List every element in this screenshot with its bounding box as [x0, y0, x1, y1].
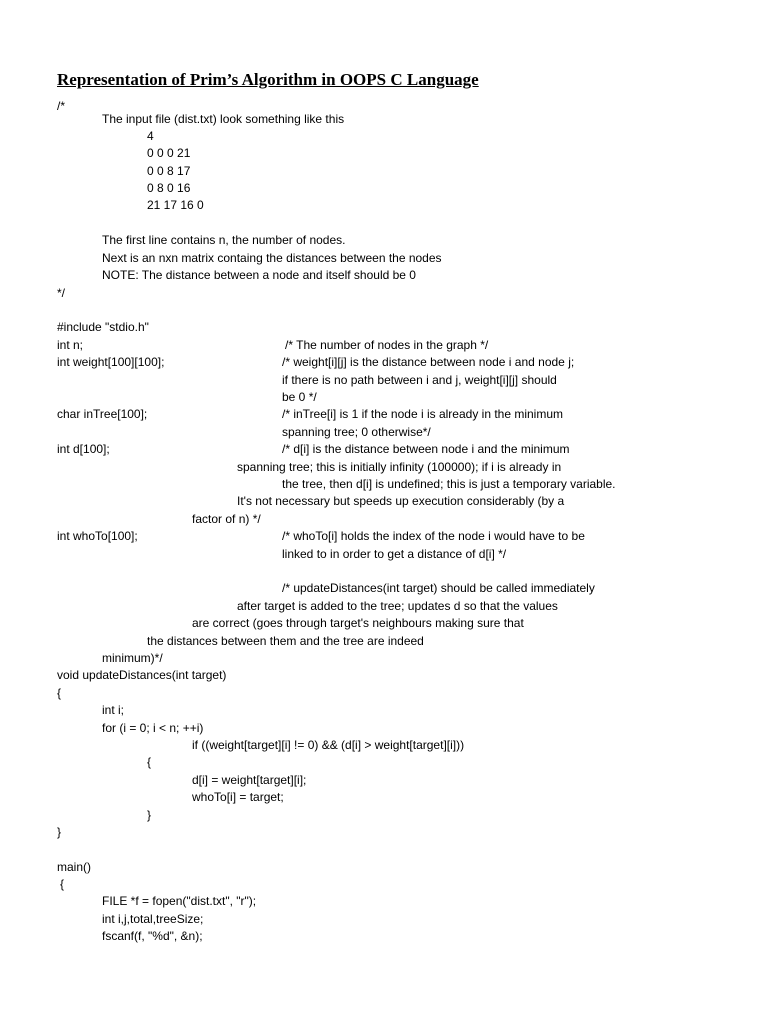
code-line: void updateDistances(int target)	[57, 668, 227, 682]
code-line: int n;	[57, 338, 84, 352]
code-line: 21 17 16 0	[147, 198, 204, 212]
code-line: main()	[57, 860, 92, 874]
code-line: /* updateDistances(int target) should be called immediately	[282, 581, 595, 595]
code-line: for (i = 0; i < n; ++i)	[102, 721, 204, 735]
code-line: spanning tree; 0 otherwise*/	[282, 425, 431, 439]
code-line: 0 0 8 17	[147, 164, 191, 178]
code-line: the tree, then d[i] is undefined; this is just a temporary variable.	[282, 477, 616, 491]
code-line: int d[100];	[57, 442, 110, 456]
code-line: int i;	[102, 703, 125, 717]
code-line: The first line contains n, the number of nodes.	[102, 233, 346, 247]
code-line: factor of n) */	[192, 512, 261, 526]
code-line: are correct (goes through target's neighbours making sure that	[192, 616, 524, 630]
code-line: 0 0 0 21	[147, 146, 191, 160]
code-line: char inTree[100];	[57, 407, 148, 421]
code-line: minimum)*/	[102, 651, 163, 665]
code-line: /* The number of nodes in the graph */	[285, 338, 489, 352]
code-line: #include "stdio.h"	[57, 320, 149, 334]
code-line: }	[147, 808, 152, 822]
code-line: /*	[57, 99, 66, 113]
code-line: 0 8 0 16	[147, 181, 191, 195]
code-line: spanning tree; this is initially infinity (100000); if i is already in	[237, 460, 562, 474]
code-line: FILE *f = fopen("dist.txt", "r");	[102, 894, 257, 908]
code-line: {	[57, 686, 62, 700]
code-line: The input file (dist.txt) look something like this	[102, 112, 345, 126]
code-line: }	[57, 825, 62, 839]
document-title: Representation of Prim’s Algorithm in OOPS C Language	[57, 70, 479, 89]
code-line: if there is no path between i and j, weight[i][j] should	[282, 373, 557, 387]
code-line: int i,j,total,treeSize;	[102, 912, 204, 926]
code-line: */	[57, 286, 66, 300]
code-line: 4	[147, 129, 154, 143]
code-line: after target is added to the tree; updates d so that the values	[237, 599, 558, 613]
code-line: whoTo[i] = target;	[192, 790, 284, 804]
code-line: {	[60, 877, 65, 891]
code-line: d[i] = weight[target][i];	[192, 773, 307, 787]
code-line: NOTE: The distance between a node and itself should be 0	[102, 268, 416, 282]
code-line: /* inTree[i] is 1 if the node i is already in the minimum	[282, 407, 564, 421]
code-line: /* weight[i][j] is the distance between node i and node j;	[282, 355, 575, 369]
code-line: linked to in order to get a distance of d[i] */	[282, 547, 507, 561]
code-line: the distances between them and the tree are indeed	[147, 634, 424, 648]
code-line: fscanf(f, "%d", &n);	[102, 929, 203, 943]
code-line: Next is an nxn matrix containg the distances between the nodes	[102, 251, 442, 265]
code-line: int whoTo[100];	[57, 529, 138, 543]
code-line: if ((weight[target][i] != 0) && (d[i] > weight[target][i]))	[192, 738, 465, 752]
code-line: be 0 */	[282, 390, 317, 404]
code-line: /* d[i] is the distance between node i and the minimum	[282, 442, 570, 456]
code-line: int weight[100][100];	[57, 355, 165, 369]
code-line: It's not necessary but speeds up execution considerably (by a	[237, 494, 565, 508]
code-line: /* whoTo[i] holds the index of the node i would have to be	[282, 529, 585, 543]
code-line: {	[147, 755, 152, 769]
